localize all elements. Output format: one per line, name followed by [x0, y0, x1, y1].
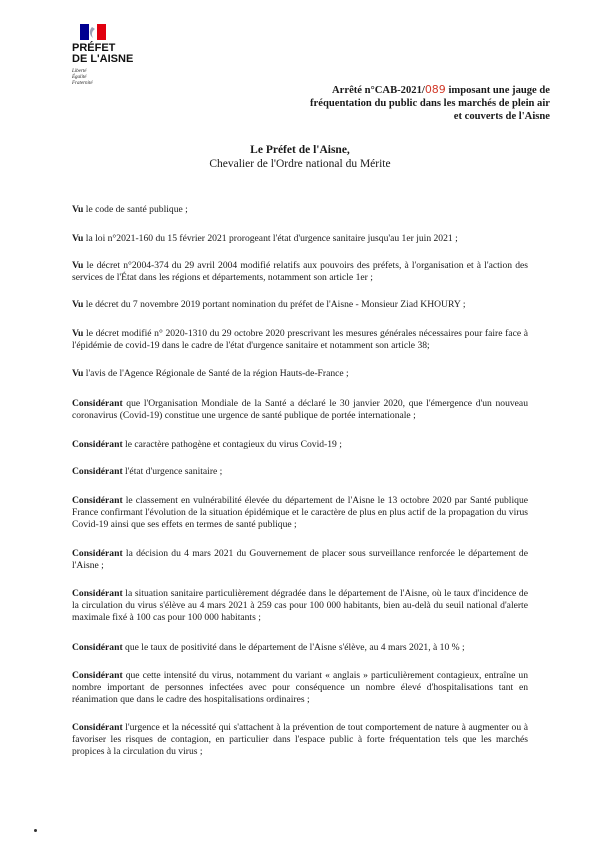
paragraph-text: le décret n°2004-374 du 29 avril 2004 modifié relatifs aux pouvoirs des préfets, à l'organisation et à l'action des services de l'État dans les régions et départements, notamment son article 1er ; [72, 260, 528, 283]
paragraph-text: la situation sanitaire particulièrement dégradée dans le département de l'Aisne, où le taux d'incidence de la circulation du virus s'élève au 4 mars 2021 à 259 cas pour 100 000 habitants, bien au-delà du seuil national d'alerte maximale fixé à 100 cas pour 100 000 habitants ; [72, 588, 528, 623]
paragraph [72, 260, 528, 284]
paragraph-text: que le taux de positivité dans le département de l'Aisne s'élève, au 4 mars 2021, à 10 % ; [122, 642, 465, 653]
paragraph [72, 495, 528, 530]
prefet-line-2: DE L'AISNE [72, 53, 134, 65]
paragraph [72, 368, 528, 380]
scan-speck [34, 829, 37, 832]
signatory-name: Le Préfet de l'Aisne, [250, 144, 350, 156]
arrete-prefix: Arrêté n°CAB-2021/ [332, 85, 425, 96]
paragraph [72, 439, 528, 451]
paragraph-text: l'avis de l'Agence Régionale de Santé de la région Hauts-de-France ; [83, 368, 349, 379]
paragraph-lead: Vu [72, 233, 84, 244]
paragraph-text: le caractère pathogène et contagieux du virus Covid-19 ; [122, 439, 342, 450]
paragraph [72, 398, 528, 422]
paragraph [72, 466, 528, 478]
arrete-title [300, 83, 550, 123]
paragraph-text: le décret du 7 novembre 2019 portant nomination du préfet de l'Aisne - Monsieur Ziad KHOURY ; [83, 299, 466, 310]
paragraph [72, 233, 528, 245]
paragraph-lead: Considérant [72, 722, 123, 733]
signatory-title: Chevalier de l'Ordre national du Mérite [209, 158, 391, 170]
signatory-block [150, 143, 450, 171]
prefet-line-1: PRÉFET [72, 42, 116, 54]
paragraph [72, 328, 528, 352]
prefet-name [72, 43, 172, 65]
paragraph-text: la loi n°2021-160 du 15 février 2021 prorogeant l'état d'urgence sanitaire jusqu'au 1er juin 2021 ; [83, 233, 458, 244]
paragraph [72, 722, 528, 757]
paragraph-lead: Vu [72, 260, 84, 271]
paragraph-lead: Considérant [72, 642, 123, 653]
paragraph-text: le code de santé publique ; [83, 204, 188, 215]
paragraph-text: que l'Organisation Mondiale de la Santé a déclaré le 30 janvier 2020, que l'émergence d'un nouveau coronavirus (Covid-19) constitue une urgence de santé publique de portée internationale ; [72, 398, 528, 421]
paragraph-lead: Considérant [72, 548, 123, 559]
paragraph-lead: Considérant [72, 439, 123, 450]
paragraph-lead: Considérant [72, 495, 123, 506]
paragraph-text: le décret modifié n° 2020-1310 du 29 octobre 2020 prescrivant les mesures générales nécessaires pour faire face à l'épidémie de covid-19 dans le cadre de l'état d'urgence sanitaire et notamment son article 38; [72, 328, 528, 351]
motto-egalite: Égalité [72, 75, 87, 80]
paragraph [72, 588, 528, 623]
marianne-flag-icon [80, 24, 106, 40]
paragraph-lead: Considérant [72, 466, 123, 477]
arrete-number-handwritten: 089 [424, 83, 446, 96]
paragraph-text: l'urgence et la nécessité qui s'attachent à la prévention de tout comportement de nature à augmenter ou à favoriser les risques de contagion, en particulier dans l'espace public à forte fréquentation tels que les marchés propices à la circulation du virus ; [72, 722, 528, 757]
paragraph-text: que cette intensité du virus, notamment du variant « anglais » particulièrement contagieux, entraîne un nombre important de personnes infectées avec pour conséquence un nombre élevé d'hospitalisations tant en réanimation que dans le cadre des hospitalisations ordinaires ; [72, 670, 528, 705]
republic-motto [72, 69, 93, 87]
paragraph [72, 299, 528, 311]
paragraph-lead: Considérant [72, 588, 123, 599]
paragraph-text: le classement en vulnérabilité élevée du département de l'Aisne le 13 octobre 2020 par Santé publique France confirmant l'évolution de la situation épidémique et le caractère de plus en plus actif de la propagation du virus Covid-19 ainsi que ses effets en termes de santé publique ; [72, 495, 528, 530]
arrete-suffix: imposant une jauge de fréquentation du public dans les marchés de plein air et couverts de l'Aisne [310, 85, 550, 122]
paragraph [72, 670, 528, 705]
motto-fraternite: Fraternité [72, 81, 93, 86]
paragraph-lead: Vu [72, 368, 84, 379]
paragraph-lead: Considérant [72, 398, 123, 409]
paragraph [72, 642, 528, 654]
paragraph-lead: Vu [72, 299, 84, 310]
paragraph [72, 204, 528, 216]
paragraph-text: la décision du 4 mars 2021 du Gouvernement de placer sous surveillance renforcée le département de l'Aisne ; [72, 548, 528, 571]
paragraph-lead: Vu [72, 204, 84, 215]
paragraph-lead: Considérant [72, 670, 123, 681]
paragraph-lead: Vu [72, 328, 84, 339]
paragraph-text: l'état d'urgence sanitaire ; [122, 466, 223, 477]
motto-liberte: Liberté [72, 69, 87, 74]
paragraph [72, 548, 528, 572]
